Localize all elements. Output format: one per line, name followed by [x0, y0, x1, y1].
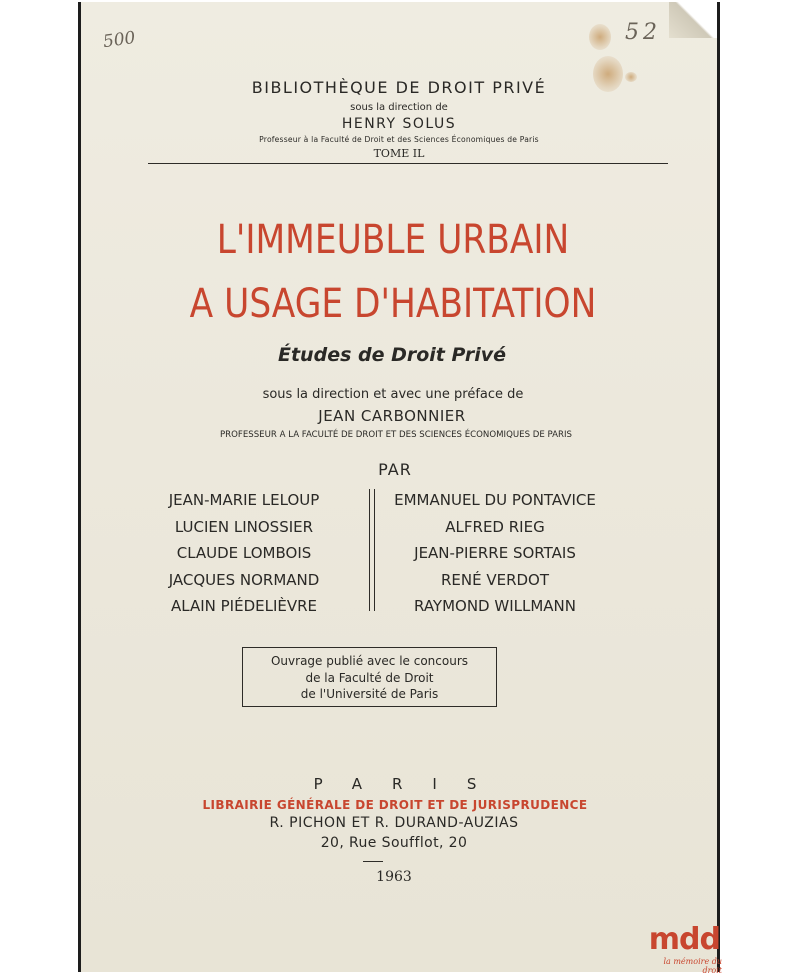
author-name: RENÉ VERDOT: [440, 570, 550, 589]
author-name: CLAUDE LOMBOIS: [176, 544, 312, 562]
year-dash: [363, 861, 383, 862]
handwritten-tag: 52: [625, 20, 661, 45]
authors-left-column: [135, 487, 353, 620]
header-divider: [148, 163, 668, 164]
author-name: JACQUES NORMAND: [168, 570, 320, 589]
publication-notice-box: [242, 647, 497, 707]
author-name: LUCIEN LINOSSIER: [174, 517, 314, 536]
notice-line: de la Faculté de Droit: [305, 670, 434, 685]
volume-number: TOME IL: [373, 147, 425, 160]
logo-text: mdd: [648, 922, 720, 957]
imprint-year: 1963: [376, 869, 412, 885]
folded-corner: [669, 2, 717, 38]
imprint-city: PARIS: [313, 775, 507, 793]
author-name: JEAN-MARIE LELOUP: [168, 491, 320, 509]
series-director: HENRY SOLUS: [341, 116, 457, 132]
par-label: PAR: [378, 460, 412, 479]
author-name: EMMANUEL DU PONTAVICE: [394, 491, 596, 509]
logo-tagline: la mémoire du droit: [663, 957, 722, 975]
mdd-logo: [646, 922, 726, 975]
imprint-editors: R. PICHON ET R. DURAND-AUZIAS: [269, 815, 519, 831]
imprint-address: 20, Rue Soufflot, 20: [320, 835, 468, 851]
title-line-2: A USAGE D'HABITATION: [189, 281, 597, 327]
notice-line: Ouvrage publié avec le concours: [270, 654, 468, 668]
title-line-1: L'IMMEUBLE URBAIN: [216, 217, 570, 263]
authors-right-column: [387, 487, 603, 620]
column-divider-left: [369, 489, 370, 611]
notice-line: de l'Université de Paris: [300, 687, 439, 701]
handwritten-price: 500: [101, 27, 137, 53]
preface-author: JEAN CARBONNIER: [318, 407, 466, 425]
preface-intro: sous la direction et avec une préface de: [262, 387, 524, 402]
series-name: BIBLIOTHÈQUE DE DROIT PRIVÉ: [251, 78, 547, 97]
imprint-publisher: LIBRAIRIE GÉNÉRALE DE DROIT ET DE JURISPRUDENCE: [202, 798, 588, 812]
stain-mark: [589, 24, 611, 50]
author-name: ALAIN PIÉDELIÈVRE: [170, 597, 318, 615]
author-name: JEAN-PIERRE SORTAIS: [414, 544, 576, 562]
series-direction-intro: sous la direction de: [350, 102, 448, 113]
author-name: ALFRED RIEG: [445, 517, 545, 536]
author-name: RAYMOND WILLMANN: [414, 597, 576, 615]
series-director-title: Professeur à la Faculté de Droit et des Sciences Économiques de Paris: [259, 135, 539, 144]
book-cover: [78, 2, 720, 972]
subtitle: Études de Droit Privé: [278, 344, 506, 366]
column-divider-right: [374, 489, 375, 611]
preface-author-title: PROFESSEUR A LA FACULTÉ DE DROIT ET DES SCIENCES ÉCONOMIQUES DE PARIS: [219, 430, 573, 440]
